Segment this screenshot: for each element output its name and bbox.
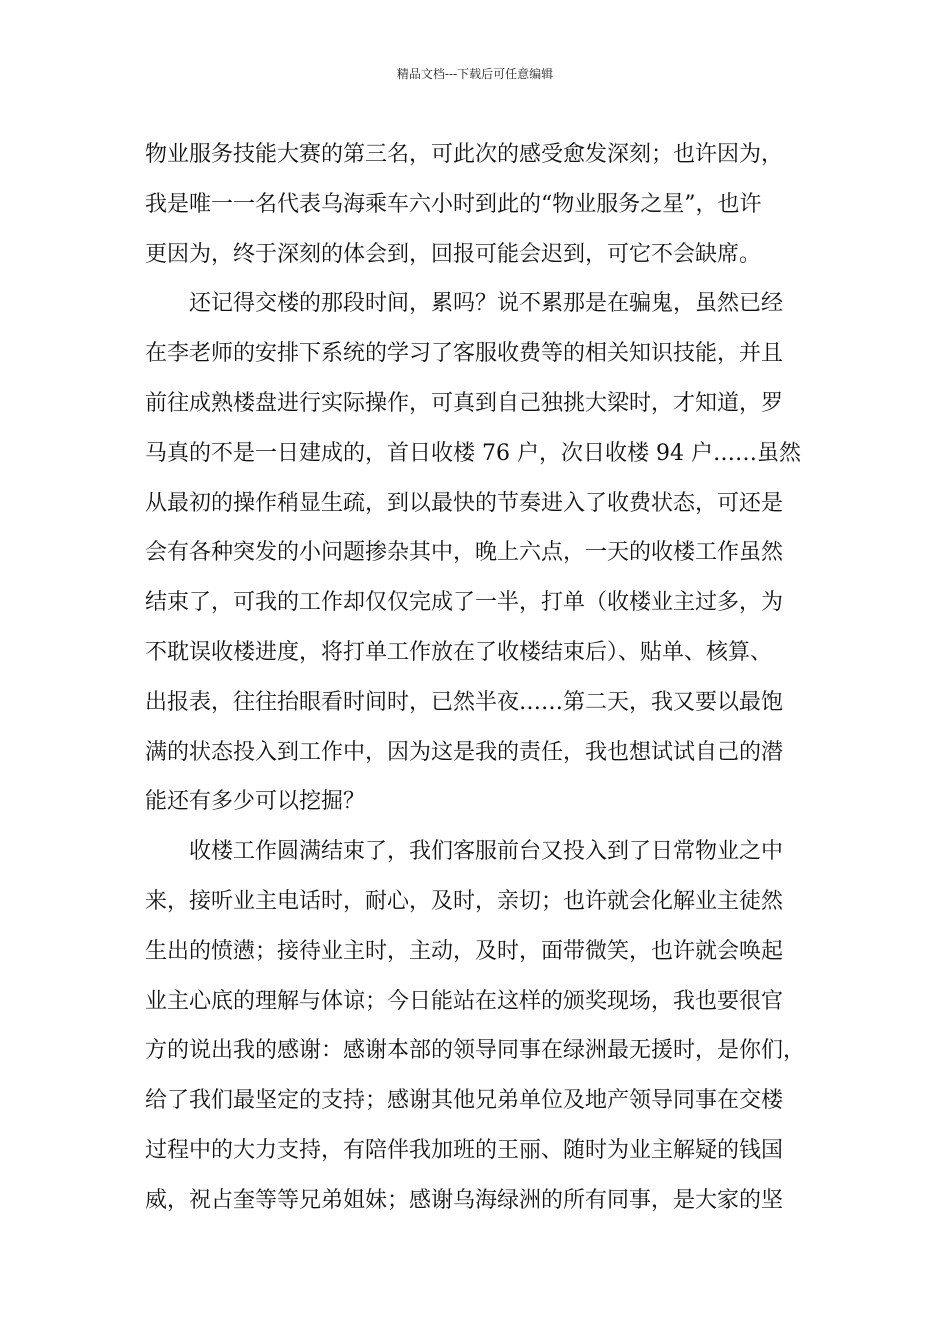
text-line: 会有各种突发的小问题掺杂其中，晚上六点，一天的收楼工作虽然 (145, 540, 784, 566)
text-line: 不耽误收楼进度，将打单工作放在了收楼结束后）、贴单、核算、 (145, 639, 773, 665)
page-header: 精品文档---下载后可任意编辑 (396, 67, 554, 81)
text-line: 过程中的大力支持，有陪伴我加班的王丽、随时为业主解疑的钱国 (145, 1137, 784, 1163)
text-line: 来，接听业主电话时，耐心，及时，亲切；也许就会化解业主徒然 (145, 888, 784, 914)
text-line: 满的状态投入到工作中，因为这是我的责任，我也想试试自己的潜 (145, 739, 784, 765)
paragraph-start-line: 还记得交楼的那段时间，累吗？说不累那是在骗鬼，虽然已经 (189, 291, 784, 317)
text-line: 前往成熟楼盘进行实际操作，可真到自己独挑大梁时，才知道，罗 (145, 390, 784, 416)
body-text (145, 130, 810, 1226)
text-line: 我是唯一一名代表乌海乘车六小时到此的“物业服务之星”，也许 (145, 191, 762, 217)
text-line: 物业服务技能大赛的第三名，可此次的感受愈发深刻；也许因为， (145, 142, 784, 167)
text-line: 给了我们最坚定的支持；感谢其他兄弟单位及地产领导同事在交楼 (145, 1088, 784, 1114)
text-line: 从最初的操作稍显生疏，到以最快的节奏进入了收费状态，可还是 (145, 490, 784, 516)
text-line: 业主心底的理解与体谅；今日能站在这样的颁奖现场，我也要很官 (145, 988, 784, 1014)
paragraph-start-line: 收楼工作圆满结束了，我们客服前台又投入到了日常物业之中 (189, 839, 784, 865)
text-line: 更因为，终于深刻的体会到，回报可能会迟到，可它不会缺席。 (145, 241, 762, 267)
text-line: 马真的不是一日建成的，首日收楼 76 户，次日收楼 94 户……虽然 (145, 440, 801, 466)
text-line: 出报表，往往抬眼看时间时，已然半夜……第二天，我又要以最饱 (145, 689, 784, 715)
text-line: 能还有多少可以挖掘？ (145, 789, 366, 815)
text-line: 威，祝占奎等等兄弟姐妹；感谢乌海绿洲的所有同事，是大家的坚 (145, 1187, 784, 1213)
text-line: 生出的愤懑；接待业主时，主动，及时，面带微笑，也许就会唤起 (145, 938, 784, 964)
text-line: 结束了，可我的工作却仅仅完成了一半，打单（收楼业主过多，为 (145, 590, 784, 616)
text-line: 方的说出我的感谢：感谢本部的领导同事在绿洲最无援时，是你们， (145, 1038, 806, 1064)
text-line: 在李老师的安排下系统的学习了客服收费等的相关知识技能，并且 (145, 341, 784, 367)
